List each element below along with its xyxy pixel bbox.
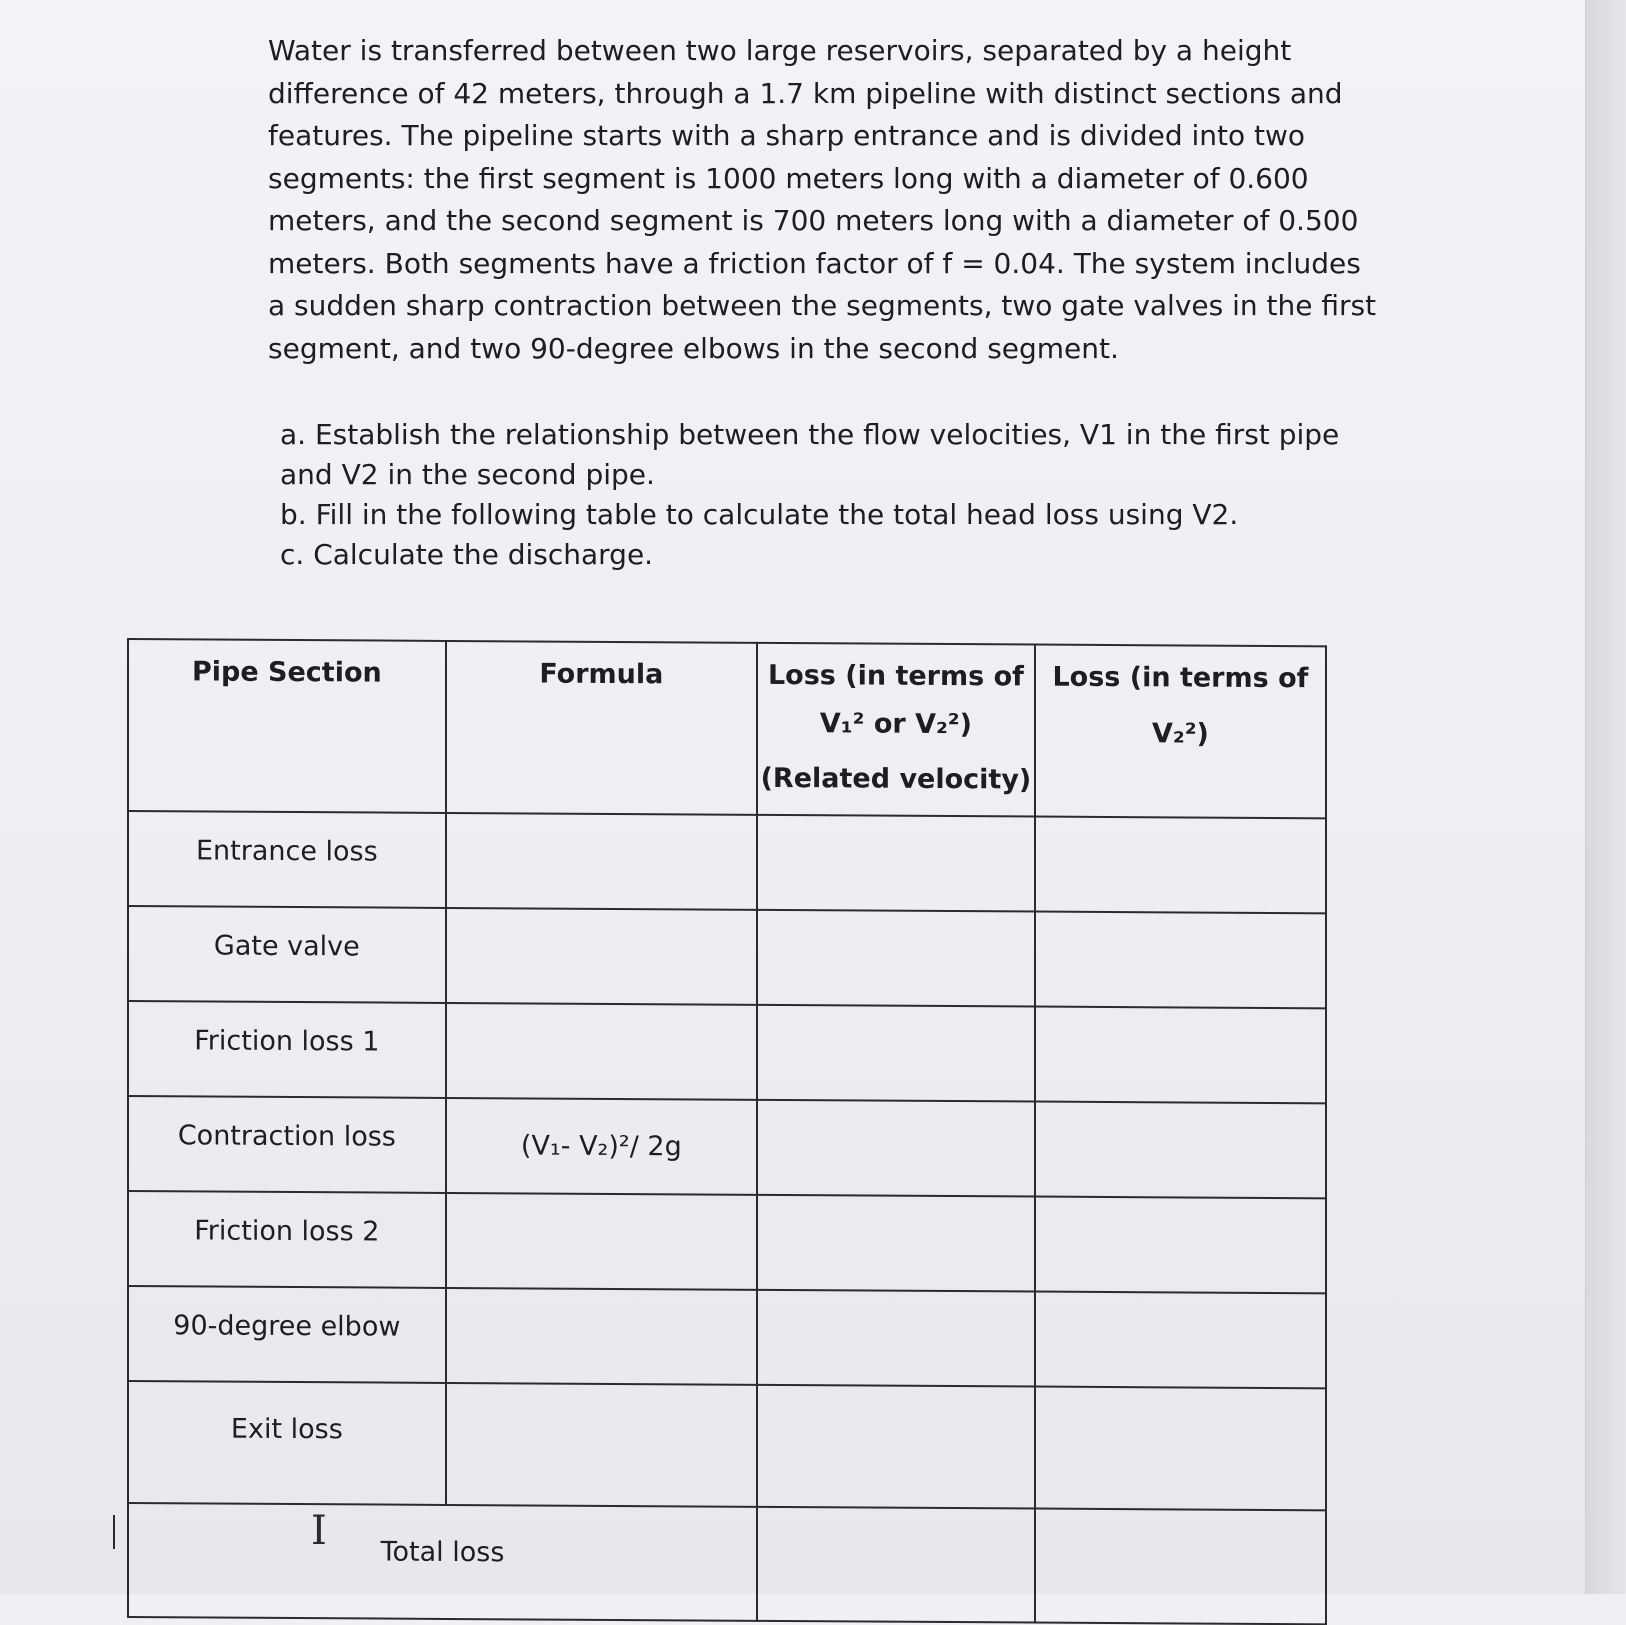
header-loss-related-line1: Loss (in terms of	[767, 659, 1024, 693]
problem-statement: Water is transferred between two large reservoirs, separated by a height difference of 42 meters, through a 1.7 km pipeline with distinct sections and features. The pipeline starts with a sharp entrance and is divided into two segments: the first segment is 1000 meters long with a diameter of 0.600 meters, and the second segment is 700 meters long with a diameter of 0.500 meters. Both segments have a friction factor of f = 0.04. The system includes a sudden sharp contraction between the segments, two gate valves in the first segment, and two 90-degree elbows in the second segment.	[268, 34, 1377, 365]
row-section-label: Entrance loss	[128, 811, 446, 908]
question-list	[280, 415, 1380, 575]
total-loss-related-cell[interactable]	[757, 1507, 1035, 1623]
row-loss-related-cell[interactable]	[757, 1100, 1035, 1197]
row-loss-related-cell[interactable]	[757, 1385, 1035, 1509]
row-section-label: Exit loss	[128, 1381, 446, 1505]
row-formula-cell[interactable]	[446, 813, 757, 910]
row-formula-cell[interactable]	[446, 1003, 757, 1100]
page-edge	[1585, 0, 1626, 1594]
header-formula: Formula	[446, 641, 757, 815]
row-loss-related-cell[interactable]	[757, 1290, 1035, 1387]
row-formula-cell[interactable]	[446, 1383, 757, 1507]
total-loss-v2-cell[interactable]	[1035, 1509, 1326, 1625]
table-row	[128, 1286, 1326, 1388]
header-loss-related-line2: V₁² or V₂²)	[819, 708, 972, 741]
row-section-label: Contraction loss	[128, 1096, 446, 1193]
question-b: b. Fill in the following table to calculate the total head loss using V2.	[280, 498, 1239, 531]
row-loss-v2-cell[interactable]	[1035, 1102, 1326, 1199]
table-row	[128, 1381, 1326, 1510]
table-row	[128, 1096, 1326, 1198]
question-a: a. Establish the relationship between the flow velocities, V1 in the first pipe and V2 in the second pipe.	[280, 418, 1340, 491]
head-loss-table	[127, 638, 1327, 1625]
row-loss-related-cell[interactable]	[757, 910, 1035, 1007]
row-section-label: Friction loss 1	[128, 1001, 446, 1098]
row-formula-cell[interactable]	[446, 908, 757, 1005]
table-row	[128, 1001, 1326, 1103]
row-section-label: Friction loss 2	[128, 1191, 446, 1288]
table-row	[128, 906, 1326, 1008]
margin-mark	[113, 1515, 115, 1549]
total-row	[128, 1503, 1326, 1624]
table-header-row	[128, 639, 1326, 818]
header-pipe-section: Pipe Section	[128, 639, 446, 813]
header-loss-related	[757, 643, 1035, 817]
row-section-label: Gate valve	[128, 906, 446, 1003]
row-loss-related-cell[interactable]	[757, 815, 1035, 912]
header-loss-related-line3: (Related velocity)	[760, 762, 1032, 796]
total-loss-label: Total loss	[128, 1503, 757, 1621]
row-loss-v2-cell[interactable]	[1035, 817, 1326, 914]
row-loss-v2-cell[interactable]	[1035, 1387, 1326, 1511]
header-loss-v2: Loss (in terms of V₂²)	[1035, 645, 1326, 819]
table-row	[128, 1191, 1326, 1293]
row-formula-cell[interactable]: (V₁- V₂)²/ 2g	[446, 1098, 757, 1195]
row-formula-cell[interactable]	[446, 1288, 757, 1385]
question-c: c. Calculate the discharge.	[280, 538, 654, 571]
row-loss-v2-cell[interactable]	[1035, 912, 1326, 1009]
row-loss-v2-cell[interactable]	[1035, 1197, 1326, 1294]
text-cursor-icon: I	[311, 1508, 327, 1554]
table-row	[128, 811, 1326, 913]
row-loss-related-cell[interactable]	[757, 1005, 1035, 1102]
row-loss-v2-cell[interactable]	[1035, 1292, 1326, 1389]
row-formula-cell[interactable]	[446, 1193, 757, 1290]
row-loss-v2-cell[interactable]	[1035, 1007, 1326, 1104]
row-loss-related-cell[interactable]	[757, 1195, 1035, 1292]
row-section-label: 90-degree elbow	[128, 1286, 446, 1383]
